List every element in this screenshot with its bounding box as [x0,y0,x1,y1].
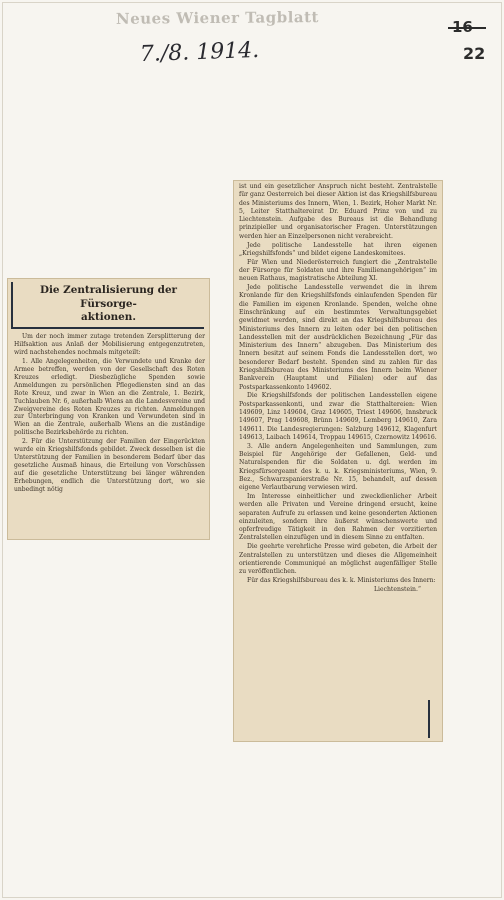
paragraph: 2. Für die Unterstützung der Familien der Eingerückten wurde ein Kriegshilfsfonds gebildet. Zweck desselben ist die Unterstützung der Familien in besonderem Bedarf über das gesetzliche Ausmaß hinaus, die Erteilung von Vorschüssen auf die gesetzliche Unterstützung bei länger währenden Erhebungen, endlich die Unterstützung dort, wo sie unbedingt nötig [14,437,205,493]
paragraph: Jede politische Landesstelle hat ihren eigenen „Kriegshilfsfonds“ und bildet eigene Landeskomitees. [239,241,437,257]
paragraph: Für Wien und Niederösterreich fungiert die „Zentralstelle der Fürsorge für Soldaten und ihre Familienangehörigen“ im neuen Rathaus, magistratische Abteilung XI. [239,258,437,283]
newspaper-stamp: Neues Wiener Tagblatt [115,8,320,28]
article-title: Die Zentralisierung der Fürsorge- aktionen. [39,284,178,324]
paragraph: Im Interesse einheitlicher und zweckdienlicher Arbeit werden alle Privaten und Vereine dringend ersucht, keine separaten Aufrufe zu erlassen und keine gesonderten Aktionen einzuleiten, sondern ihre äußerst wünschenswerte und opferfreudige Tätigkeit in den Rahmen der vorzitierten Zentralstellen einzufügen und in diesem Sinne zu entfalten. [239,492,437,542]
left-column-text [7,333,210,494]
margin-bracket-mark [428,700,430,738]
page-number: 22 [463,44,486,63]
clipping-right [233,180,443,742]
paragraph: ist und ein gesetzlicher Anspruch nicht besteht. Zentralstelle für ganz Oesterreich bei dieser Aktion ist das Kriegshilfsbureau des Ministeriums des Innern, Wien, 1. Bezirk, Hoher Markt Nr. 5, Leiter Statthaltereirat Dr. Eduard Prinz von und zu Liechtenstein. Aufgabe des Bureaus ist die Behandlung prinzipieller und organisatorischer Fragen. Unterstützungen werden hier an Einzelpersonen nicht verabreicht. [239,183,437,240]
paragraph: Die Kriegshilfsfonds der politischen Landesstellen eigene Postsparkassenkonti, und zwar die Statthaltereien: Wien 149609, Linz 149604, Graz 149605, Triest 149606, Innsbruck 149607, Prag 149608, Brünn 149609, Lemberg 149610, Zara 149611. Die Landesregierungen: Salzburg 149612, Klagenfurt 149613, Laibach 149614, Troppau 149615, Czernowitz 149616. [239,392,437,441]
paragraph: 1. Alle Angelegenheiten, die Verwundete und Kranke der Armee betreffen, werden von der Gesellschaft des Roten Kreuzes erledigt. Diesbezügliche Spenden sowie Anmeldungen zu persönlichen Pflegediensten sind an das Rote Kreuz, und zwar in Wien an die Zentrale, 1. Bezirk, Tuchlauben Nr. 6, außerhalb Wiens an die Landesvereine und Zweigvereine des Roten Kreuzes zu richten. Anmeldungen zur Unterbringung von Kranken und Verwundeten sind in Wien an die Zentrale, außerhalb Wiens an die zuständige politische Bezirksbehörde zu richten. [14,357,205,437]
paragraph: Die geehrte verehrliche Presse wird gebeten, die Arbeit der Zentralstellen zu unterstützen und dieses die Allgemeinheit orientierende Communiqué an möglichst augenfälliger Stelle zu veröffentlichen. [239,543,437,576]
article-heading-box [11,282,204,329]
clipping-left [7,278,210,540]
signature: Liechtenstein.“ [373,585,421,593]
paragraph: 3. Alle andern Angelegenheiten und Sammlungen, zum Beispiel für Angehörige der Gefallenen, Geld- und Naturalspenden für die Soldaten u. dgl. werden im Kriegsfürsorgeamt des k. u. k. Kriegsministeriums, Wien, 9. Bez., Schwarzspanierstraße Nr. 15, behandelt, auf dessen eigene Verlautbarung verwiesen wird. [239,442,437,492]
paragraph: Um der noch immer zutage tretenden Zersplitterung der Hilfsaktion aus Anlaß der Mobilisierung entgegenzutreten, wird nachstehendes nochmals mitgeteilt: [14,333,205,357]
paragraph: Für das Kriegshilfsbureau des k. k. Ministeriums des Innern: [247,576,436,584]
right-column-text [233,180,443,594]
struck-page-number: 16 [452,18,482,40]
paragraph: Jede politische Landesstelle verwendet die in ihrem Kronlande für den Kriegshilfsfonds einlaufenden Spenden für die Familien im eigenen Kronlande. Spenden, welche ohne Einschränkung auf ein bestimmtes Verwaltungsgebiet gewidmet werden, sind direkt an das Kriegshilfsbureau des Ministeriums des Innern zu leiten oder bei den politischen Landesstellen mit der ausdrücklichen Bezeichnung „Für das Ministerium des Innern“ abzugeben. Das Ministerium des Innern besitzt auf seinem Fonds die Landesstellen dort, wo besonderer Bedarf besteht. Spenden sind zu zahlen für das Kriegshilfsbureau des Ministeriums des Innern beim Wiener Bankverein (Hauptamt und Filialen) oder auf das Postsparkassenkonto 149602. [239,284,437,391]
handwritten-date: 7./8. 1914. [139,37,260,68]
